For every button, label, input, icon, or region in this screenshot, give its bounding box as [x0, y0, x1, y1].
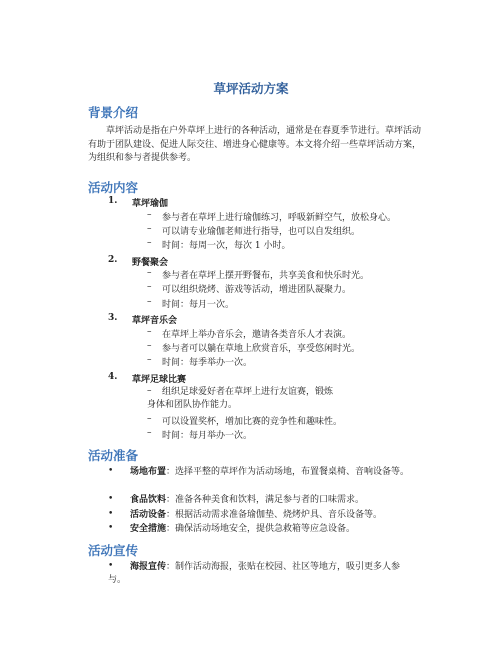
- bullet-marker: •: [108, 509, 114, 519]
- dash-marker: –: [147, 297, 152, 307]
- dash-marker: –: [147, 210, 152, 220]
- dash-marker: –: [147, 386, 152, 396]
- promo-text: ：制作活动海报，张贴在校园、社区等地方，吸引更多人参与。: [108, 562, 401, 585]
- dash-marker: –: [147, 224, 152, 234]
- sub-item: 组织足球爱好者在草坪上进行友谊赛，锻炼身体和团队协作能力。: [147, 387, 334, 410]
- sub-item: 可以组织烧烤、游戏等活动，增进团队凝聚力。: [162, 285, 352, 295]
- dash-marker: –: [147, 282, 152, 292]
- item-title: 草坪瑜伽: [132, 199, 169, 209]
- sub-item: 可以设置奖杯，增加比赛的竞争性和趣味性。: [162, 417, 343, 427]
- bullet-marker: •: [108, 523, 114, 533]
- promo-label: 海报宣传: [130, 562, 167, 572]
- sub-item: 时间：每月一次。: [162, 300, 235, 310]
- prep-text: ：确保活动场地安全，提供急救箱等应急设备。: [166, 524, 356, 534]
- prep-label: 安全措施: [130, 524, 167, 534]
- item-number: 1.: [108, 196, 118, 206]
- item-number: 2.: [108, 255, 118, 265]
- prep-item: [130, 509, 382, 522]
- prep-text: ：准备各种美食和饮料，满足参与者的口味需求。: [166, 495, 365, 505]
- heading-background: 背景介绍: [88, 105, 139, 120]
- sub-item: 时间：每季举办一次。: [162, 358, 253, 368]
- item-title: 草坪足球比赛: [132, 375, 187, 385]
- background-paragraph: 草坪活动是指在户外草坪上进行的各种活动，通常是在春夏季节进行。草坪活动有助于团队建设、促进人际交往、增进身心健康等。本文将介绍一些草坪活动方案，为组织和参与者提供参考。: [88, 126, 422, 164]
- heading-content: 活动内容: [88, 180, 139, 195]
- dash-marker: –: [147, 341, 152, 351]
- dash-marker: –: [147, 414, 152, 424]
- sub-item: 时间：每月举办一次。: [162, 431, 253, 441]
- dash-marker: –: [147, 327, 152, 337]
- sub-item: 参与者在草坪上摆开野餐布，共享美食和快乐时光。: [162, 271, 370, 281]
- dash-marker: –: [147, 238, 152, 248]
- item-title: 野餐聚会: [132, 258, 169, 268]
- prep-item: [130, 523, 355, 536]
- heading-promo: 活动宣传: [88, 543, 139, 558]
- dash-marker: –: [147, 355, 152, 365]
- prep-label: 活动设备: [130, 510, 167, 520]
- sub-item: 时间：每周一次，每次 1 小时。: [162, 241, 291, 251]
- prep-item: [108, 466, 413, 479]
- item-number: 4.: [108, 372, 118, 382]
- sub-item: 参与者在草坪上进行瑜伽练习，呼吸新鲜空气，放松身心。: [162, 213, 397, 223]
- prep-item: [130, 494, 364, 507]
- sub-item: 在草坪上举办音乐会，邀请各类音乐人才表演。: [162, 330, 352, 340]
- promo-item: [108, 561, 408, 587]
- item-title: 草坪音乐会: [132, 316, 178, 326]
- heading-prep: 活动准备: [88, 448, 139, 463]
- bullet-marker: •: [108, 494, 114, 504]
- document-title: 草坪活动方案: [213, 81, 289, 96]
- prep-text: ：选择平整的草坪作为活动场地，布置餐桌椅、音响设备等。: [166, 467, 410, 477]
- prep-label: 场地布置: [130, 467, 167, 477]
- sub-item: 参与者可以躺在草地上欣赏音乐，享受悠闲时光。: [162, 344, 361, 354]
- sub-item: 可以请专业瑜伽老师进行指导，也可以自发组织。: [162, 227, 361, 237]
- prep-label: 食品饮料: [130, 495, 167, 505]
- bullet-marker: •: [108, 561, 114, 571]
- dash-marker: –: [147, 268, 152, 278]
- bullet-marker: •: [108, 466, 114, 476]
- dash-marker: –: [147, 428, 152, 438]
- prep-text: ：根据活动需求准备瑜伽垫、烧烤炉具、音乐设备等。: [166, 510, 383, 520]
- item-number: 3.: [108, 313, 118, 323]
